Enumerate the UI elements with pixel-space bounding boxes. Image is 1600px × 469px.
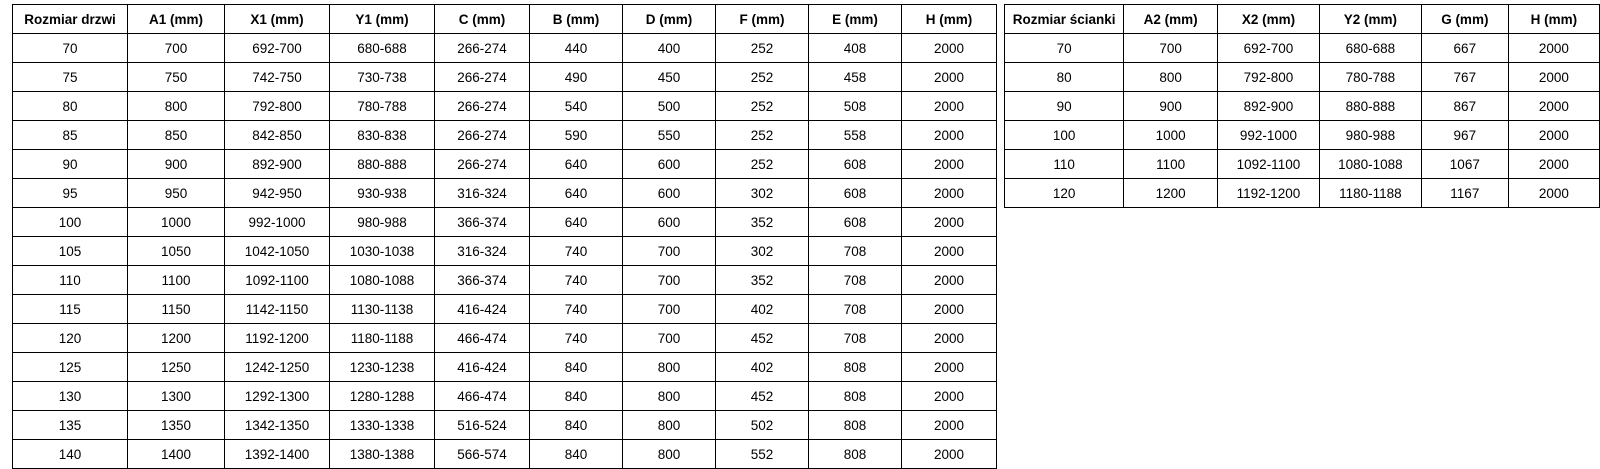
doors-table-cell: 842-850 <box>225 121 330 150</box>
doors-table-cell: 266-274 <box>435 150 530 179</box>
doors-table-cell: 740 <box>530 237 623 266</box>
doors-table-cell: 880-888 <box>330 150 435 179</box>
table-row <box>13 63 997 92</box>
doors-table-cell: 402 <box>716 353 809 382</box>
doors-table-cell: 458 <box>809 63 902 92</box>
doors-table-cell: 2000 <box>902 440 997 469</box>
doors-table-cell: 700 <box>623 237 716 266</box>
doors-table-cell: 980-988 <box>330 208 435 237</box>
doors-table-cell: 708 <box>809 324 902 353</box>
walls-table-cell: 992-1000 <box>1217 121 1319 150</box>
walls-table-cell: 70 <box>1005 34 1124 63</box>
doors-table-cell: 1192-1200 <box>225 324 330 353</box>
walls-table-column-header: A2 (mm) <box>1124 5 1218 34</box>
doors-table-cell: 366-374 <box>435 266 530 295</box>
doors-table-cell: 558 <box>809 121 902 150</box>
doors-table-cell: 1300 <box>128 382 225 411</box>
doors-table-cell: 700 <box>128 34 225 63</box>
doors-table-cell: 1080-1088 <box>330 266 435 295</box>
doors-table-cell: 792-800 <box>225 92 330 121</box>
doors-table-column-header: D (mm) <box>623 5 716 34</box>
walls-table-cell: 900 <box>1124 92 1218 121</box>
walls-table-cell: 2000 <box>1508 63 1599 92</box>
doors-table-column-header: H (mm) <box>902 5 997 34</box>
doors-table-cell: 302 <box>716 237 809 266</box>
doors-table-cell: 95 <box>13 179 128 208</box>
doors-table-cell: 2000 <box>902 121 997 150</box>
walls-table-cell: 110 <box>1005 150 1124 179</box>
doors-table-cell: 2000 <box>902 324 997 353</box>
doors-table-cell: 1200 <box>128 324 225 353</box>
doors-table-cell: 840 <box>530 353 623 382</box>
table-row <box>13 382 997 411</box>
doors-table-cell: 840 <box>530 440 623 469</box>
walls-table-cell: 2000 <box>1508 92 1599 121</box>
walls-table-cell: 767 <box>1421 63 1508 92</box>
walls-table-cell: 867 <box>1421 92 1508 121</box>
doors-table-header <box>13 5 997 34</box>
walls-table-cell: 1200 <box>1124 179 1218 208</box>
doors-table-body <box>13 34 997 469</box>
doors-table-column-header: X1 (mm) <box>225 5 330 34</box>
doors-table-cell: 252 <box>716 34 809 63</box>
doors-table-cell: 140 <box>13 440 128 469</box>
doors-table-cell: 90 <box>13 150 128 179</box>
doors-table-cell: 2000 <box>902 353 997 382</box>
walls-table-cell: 1192-1200 <box>1217 179 1319 208</box>
walls-table-cell: 2000 <box>1508 150 1599 179</box>
table-row <box>13 353 997 382</box>
doors-table-cell: 708 <box>809 237 902 266</box>
doors-table-cell: 2000 <box>902 266 997 295</box>
walls-dimensions-table <box>1004 4 1600 208</box>
walls-table-header <box>1005 5 1600 34</box>
walls-table-cell: 80 <box>1005 63 1124 92</box>
doors-dimensions-table-container <box>12 4 997 469</box>
doors-table-cell: 452 <box>716 382 809 411</box>
doors-table-cell: 2000 <box>902 295 997 324</box>
doors-table-cell: 1092-1100 <box>225 266 330 295</box>
doors-table-cell: 100 <box>13 208 128 237</box>
doors-table-cell: 2000 <box>902 179 997 208</box>
doors-table-cell: 930-938 <box>330 179 435 208</box>
walls-table-cell: 1167 <box>1421 179 1508 208</box>
doors-table-cell: 266-274 <box>435 34 530 63</box>
doors-table-column-header: E (mm) <box>809 5 902 34</box>
doors-table-cell: 780-788 <box>330 92 435 121</box>
doors-table-cell: 316-324 <box>435 179 530 208</box>
doors-table-cell: 740 <box>530 295 623 324</box>
doors-table-cell: 110 <box>13 266 128 295</box>
walls-table-cell: 1000 <box>1124 121 1218 150</box>
doors-table-cell: 850 <box>128 121 225 150</box>
doors-table-cell: 950 <box>128 179 225 208</box>
doors-table-cell: 640 <box>530 179 623 208</box>
doors-table-cell: 608 <box>809 179 902 208</box>
walls-table-cell: 880-888 <box>1319 92 1421 121</box>
walls-table-column-header: X2 (mm) <box>1217 5 1319 34</box>
doors-table-cell: 800 <box>623 440 716 469</box>
doors-table-cell: 1292-1300 <box>225 382 330 411</box>
walls-table-column-header: G (mm) <box>1421 5 1508 34</box>
doors-table-cell: 730-738 <box>330 63 435 92</box>
doors-table-cell: 416-424 <box>435 295 530 324</box>
doors-table-cell: 608 <box>809 150 902 179</box>
doors-dimensions-table <box>12 4 997 469</box>
doors-table-cell: 600 <box>623 208 716 237</box>
doors-table-cell: 750 <box>128 63 225 92</box>
doors-table-cell: 700 <box>623 266 716 295</box>
doors-table-cell: 302 <box>716 179 809 208</box>
doors-table-cell: 75 <box>13 63 128 92</box>
table-row <box>13 237 997 266</box>
walls-table-cell: 2000 <box>1508 121 1599 150</box>
doors-table-cell: 502 <box>716 411 809 440</box>
doors-table-cell: 1142-1150 <box>225 295 330 324</box>
doors-table-cell: 800 <box>623 382 716 411</box>
table-row <box>1005 179 1600 208</box>
walls-table-cell: 1180-1188 <box>1319 179 1421 208</box>
doors-table-cell: 892-900 <box>225 150 330 179</box>
table-row <box>13 266 997 295</box>
doors-table-cell: 700 <box>623 324 716 353</box>
doors-table-cell: 2000 <box>902 34 997 63</box>
doors-table-cell: 402 <box>716 295 809 324</box>
doors-table-cell: 1250 <box>128 353 225 382</box>
doors-table-column-header: A1 (mm) <box>128 5 225 34</box>
doors-table-cell: 1180-1188 <box>330 324 435 353</box>
doors-table-cell: 640 <box>530 208 623 237</box>
walls-table-cell: 700 <box>1124 34 1218 63</box>
doors-table-cell: 105 <box>13 237 128 266</box>
doors-table-cell: 1342-1350 <box>225 411 330 440</box>
doors-table-cell: 1242-1250 <box>225 353 330 382</box>
doors-table-cell: 1100 <box>128 266 225 295</box>
doors-table-column-header: Rozmiar drzwi <box>13 5 128 34</box>
table-row <box>13 208 997 237</box>
walls-table-cell: 692-700 <box>1217 34 1319 63</box>
walls-table-cell: 1100 <box>1124 150 1218 179</box>
doors-table-cell: 900 <box>128 150 225 179</box>
doors-table-cell: 500 <box>623 92 716 121</box>
walls-table-cell: 892-900 <box>1217 92 1319 121</box>
table-row <box>1005 63 1600 92</box>
walls-table-cell: 980-988 <box>1319 121 1421 150</box>
table-row <box>13 150 997 179</box>
doors-table-cell: 408 <box>809 34 902 63</box>
doors-table-cell: 508 <box>809 92 902 121</box>
doors-table-cell: 366-374 <box>435 208 530 237</box>
walls-dimensions-table-container <box>1004 4 1600 208</box>
doors-table-cell: 2000 <box>902 92 997 121</box>
table-row <box>1005 92 1600 121</box>
doors-table-cell: 742-750 <box>225 63 330 92</box>
walls-table-cell: 1092-1100 <box>1217 150 1319 179</box>
doors-table-cell: 540 <box>530 92 623 121</box>
doors-table-cell: 130 <box>13 382 128 411</box>
doors-table-cell: 1030-1038 <box>330 237 435 266</box>
doors-table-cell: 1380-1388 <box>330 440 435 469</box>
doors-table-cell: 700 <box>623 295 716 324</box>
doors-table-cell: 608 <box>809 208 902 237</box>
walls-table-cell: 967 <box>1421 121 1508 150</box>
doors-table-column-header: B (mm) <box>530 5 623 34</box>
doors-table-cell: 252 <box>716 150 809 179</box>
table-row <box>13 440 997 469</box>
doors-table-cell: 840 <box>530 382 623 411</box>
doors-table-cell: 800 <box>128 92 225 121</box>
doors-table-cell: 2000 <box>902 411 997 440</box>
walls-table-cell: 680-688 <box>1319 34 1421 63</box>
table-row <box>1005 121 1600 150</box>
walls-table-cell: 2000 <box>1508 34 1599 63</box>
doors-table-cell: 600 <box>623 150 716 179</box>
doors-table-cell: 800 <box>623 411 716 440</box>
walls-table-cell: 780-788 <box>1319 63 1421 92</box>
walls-table-cell: 792-800 <box>1217 63 1319 92</box>
walls-table-cell: 100 <box>1005 121 1124 150</box>
walls-table-cell: 667 <box>1421 34 1508 63</box>
doors-table-cell: 1130-1138 <box>330 295 435 324</box>
doors-table-cell: 942-950 <box>225 179 330 208</box>
doors-table-cell: 266-274 <box>435 121 530 150</box>
table-row <box>13 324 997 353</box>
table-row <box>13 34 997 63</box>
doors-table-cell: 1050 <box>128 237 225 266</box>
walls-table-body <box>1005 34 1600 208</box>
table-header-row <box>13 5 997 34</box>
doors-table-cell: 352 <box>716 208 809 237</box>
doors-table-cell: 450 <box>623 63 716 92</box>
doors-table-cell: 740 <box>530 266 623 295</box>
walls-table-cell: 1067 <box>1421 150 1508 179</box>
doors-table-cell: 992-1000 <box>225 208 330 237</box>
doors-table-cell: 1330-1338 <box>330 411 435 440</box>
table-row <box>13 411 997 440</box>
table-row <box>13 179 997 208</box>
table-header-row <box>1005 5 1600 34</box>
walls-table-cell: 2000 <box>1508 179 1599 208</box>
walls-table-column-header: Y2 (mm) <box>1319 5 1421 34</box>
doors-table-cell: 1150 <box>128 295 225 324</box>
table-row <box>13 295 997 324</box>
doors-table-cell: 125 <box>13 353 128 382</box>
walls-table-cell: 90 <box>1005 92 1124 121</box>
doors-table-cell: 135 <box>13 411 128 440</box>
doors-table-cell: 80 <box>13 92 128 121</box>
doors-table-cell: 70 <box>13 34 128 63</box>
doors-table-cell: 2000 <box>902 150 997 179</box>
doors-table-cell: 808 <box>809 353 902 382</box>
doors-table-cell: 400 <box>623 34 716 63</box>
doors-table-cell: 1230-1238 <box>330 353 435 382</box>
doors-table-cell: 600 <box>623 179 716 208</box>
doors-table-cell: 440 <box>530 34 623 63</box>
table-row <box>1005 150 1600 179</box>
doors-table-column-header: F (mm) <box>716 5 809 34</box>
doors-table-cell: 466-474 <box>435 324 530 353</box>
doors-table-cell: 1392-1400 <box>225 440 330 469</box>
doors-table-cell: 516-524 <box>435 411 530 440</box>
doors-table-cell: 2000 <box>902 208 997 237</box>
doors-table-cell: 452 <box>716 324 809 353</box>
doors-table-cell: 552 <box>716 440 809 469</box>
walls-table-cell: 1080-1088 <box>1319 150 1421 179</box>
doors-table-cell: 266-274 <box>435 63 530 92</box>
doors-table-cell: 352 <box>716 266 809 295</box>
table-row <box>13 121 997 150</box>
table-row <box>13 92 997 121</box>
doors-table-cell: 566-574 <box>435 440 530 469</box>
doors-table-cell: 252 <box>716 121 809 150</box>
walls-table-column-header: H (mm) <box>1508 5 1599 34</box>
doors-table-cell: 680-688 <box>330 34 435 63</box>
doors-table-cell: 252 <box>716 63 809 92</box>
doors-table-cell: 808 <box>809 440 902 469</box>
doors-table-column-header: Y1 (mm) <box>330 5 435 34</box>
doors-table-cell: 1400 <box>128 440 225 469</box>
doors-table-cell: 2000 <box>902 237 997 266</box>
doors-table-cell: 416-424 <box>435 353 530 382</box>
doors-table-cell: 1042-1050 <box>225 237 330 266</box>
doors-table-cell: 808 <box>809 411 902 440</box>
doors-table-cell: 1280-1288 <box>330 382 435 411</box>
doors-table-cell: 840 <box>530 411 623 440</box>
walls-table-column-header: Rozmiar ścianki <box>1005 5 1124 34</box>
doors-table-cell: 252 <box>716 92 809 121</box>
walls-table-cell: 800 <box>1124 63 1218 92</box>
doors-table-cell: 800 <box>623 353 716 382</box>
doors-table-cell: 466-474 <box>435 382 530 411</box>
table-row <box>1005 34 1600 63</box>
doors-table-cell: 640 <box>530 150 623 179</box>
doors-table-cell: 808 <box>809 382 902 411</box>
doors-table-cell: 266-274 <box>435 92 530 121</box>
doors-table-cell: 120 <box>13 324 128 353</box>
walls-table-cell: 120 <box>1005 179 1124 208</box>
doors-table-cell: 1000 <box>128 208 225 237</box>
doors-table-cell: 1350 <box>128 411 225 440</box>
doors-table-cell: 85 <box>13 121 128 150</box>
doors-table-cell: 316-324 <box>435 237 530 266</box>
doors-table-cell: 740 <box>530 324 623 353</box>
doors-table-cell: 2000 <box>902 63 997 92</box>
doors-table-column-header: C (mm) <box>435 5 530 34</box>
doors-table-cell: 708 <box>809 266 902 295</box>
doors-table-cell: 830-838 <box>330 121 435 150</box>
doors-table-cell: 708 <box>809 295 902 324</box>
doors-table-cell: 692-700 <box>225 34 330 63</box>
doors-table-cell: 2000 <box>902 382 997 411</box>
doors-table-cell: 590 <box>530 121 623 150</box>
doors-table-cell: 490 <box>530 63 623 92</box>
doors-table-cell: 115 <box>13 295 128 324</box>
doors-table-cell: 550 <box>623 121 716 150</box>
